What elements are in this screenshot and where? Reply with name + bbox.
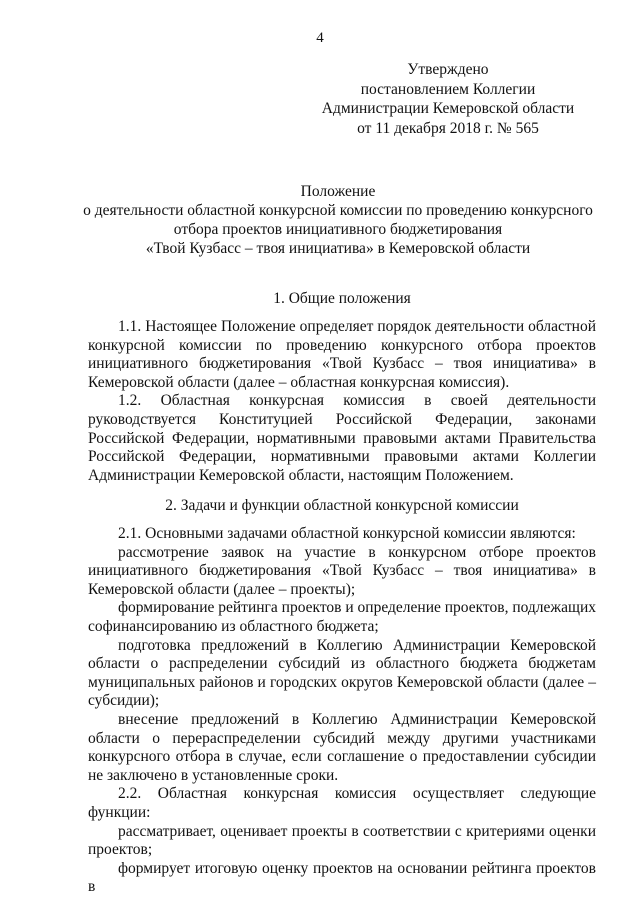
section-body — [88, 525, 596, 897]
section-heading: 1. Общие положения — [273, 290, 411, 307]
section-heading: 2. Задачи и функции областной конкурсной комиссии — [165, 497, 519, 514]
approval-line: Утверждено — [407, 61, 489, 78]
paragraph: формирование рейтинга проектов и определение проектов, подлежащих софинансированию из областного бюджета; — [88, 599, 596, 635]
approval-line: постановлением Коллегии — [360, 80, 536, 98]
title-line: отбора проектов инициативного бюджетирования — [173, 221, 503, 238]
title-line: Положение — [300, 183, 376, 200]
approval-line: от 11 декабря 2018 г. № 565 — [357, 119, 539, 137]
paragraph: 1.1. Настоящее Положение определяет порядок деятельности областной конкурсной комиссии по проведению конкурсного отбора проектов инициативного бюджетирования «Твой Кузбасс – твоя инициатива» в Кемеровской области (далее – областная конкурсная комиссия). — [88, 318, 596, 391]
approval-line: Администрации Кемеровской области — [321, 100, 575, 117]
section-body — [88, 318, 596, 485]
paragraph: внесение предложений в Коллегию Администрации Кемеровской области о перераспределении субсидий между другими участниками конкурсного отбора в случае, если соглашение о предоставлении субсидии не заключено в установленные сроки. — [88, 710, 596, 784]
paragraph: подготовка предложений в Коллегию Администрации Кемеровской области о распределении субсидий из областного бюджета бюджетам муниципальных районов и городских округов Кемеровской области (далее – субсидии); — [88, 636, 596, 710]
paragraph: 2.2. Областная конкурсная комиссия осуществляет следующие функции: — [88, 785, 596, 821]
paragraph: рассматривает, оценивает проекты в соответствии с критериями оценки проектов; — [88, 822, 596, 859]
paragraph: рассмотрение заявок на участие в конкурсном отборе проектов инициативного бюджетирования «Твой Кузбасс – твоя инициатива» в Кемеровской области (далее – проекты); — [88, 543, 596, 598]
title-line: «Твой Кузбасс – твоя инициатива» в Кемеровской области — [145, 240, 531, 257]
title-line: о деятельности областной конкурсной комиссии по проведению конкурсного — [83, 202, 593, 219]
document-title — [78, 182, 598, 258]
paragraph: формирует итоговую оценку проектов на основании рейтинга проектов в — [88, 859, 596, 896]
approval-stamp — [300, 60, 596, 138]
paragraph: 1.2. Областная конкурсная комиссия в своей деятельности руководствуется Конституцией Российской Федерации, законами Российской Федерации, нормативными правовыми актами Правительства Российской Федерации, нормативными правовыми актами Коллегии Администрации Кемеровской области, настоящим Положением. — [88, 392, 596, 484]
page-number: 4 — [316, 30, 324, 46]
paragraph: 2.1. Основными задачами областной конкурсной комиссии являются: — [118, 525, 576, 542]
